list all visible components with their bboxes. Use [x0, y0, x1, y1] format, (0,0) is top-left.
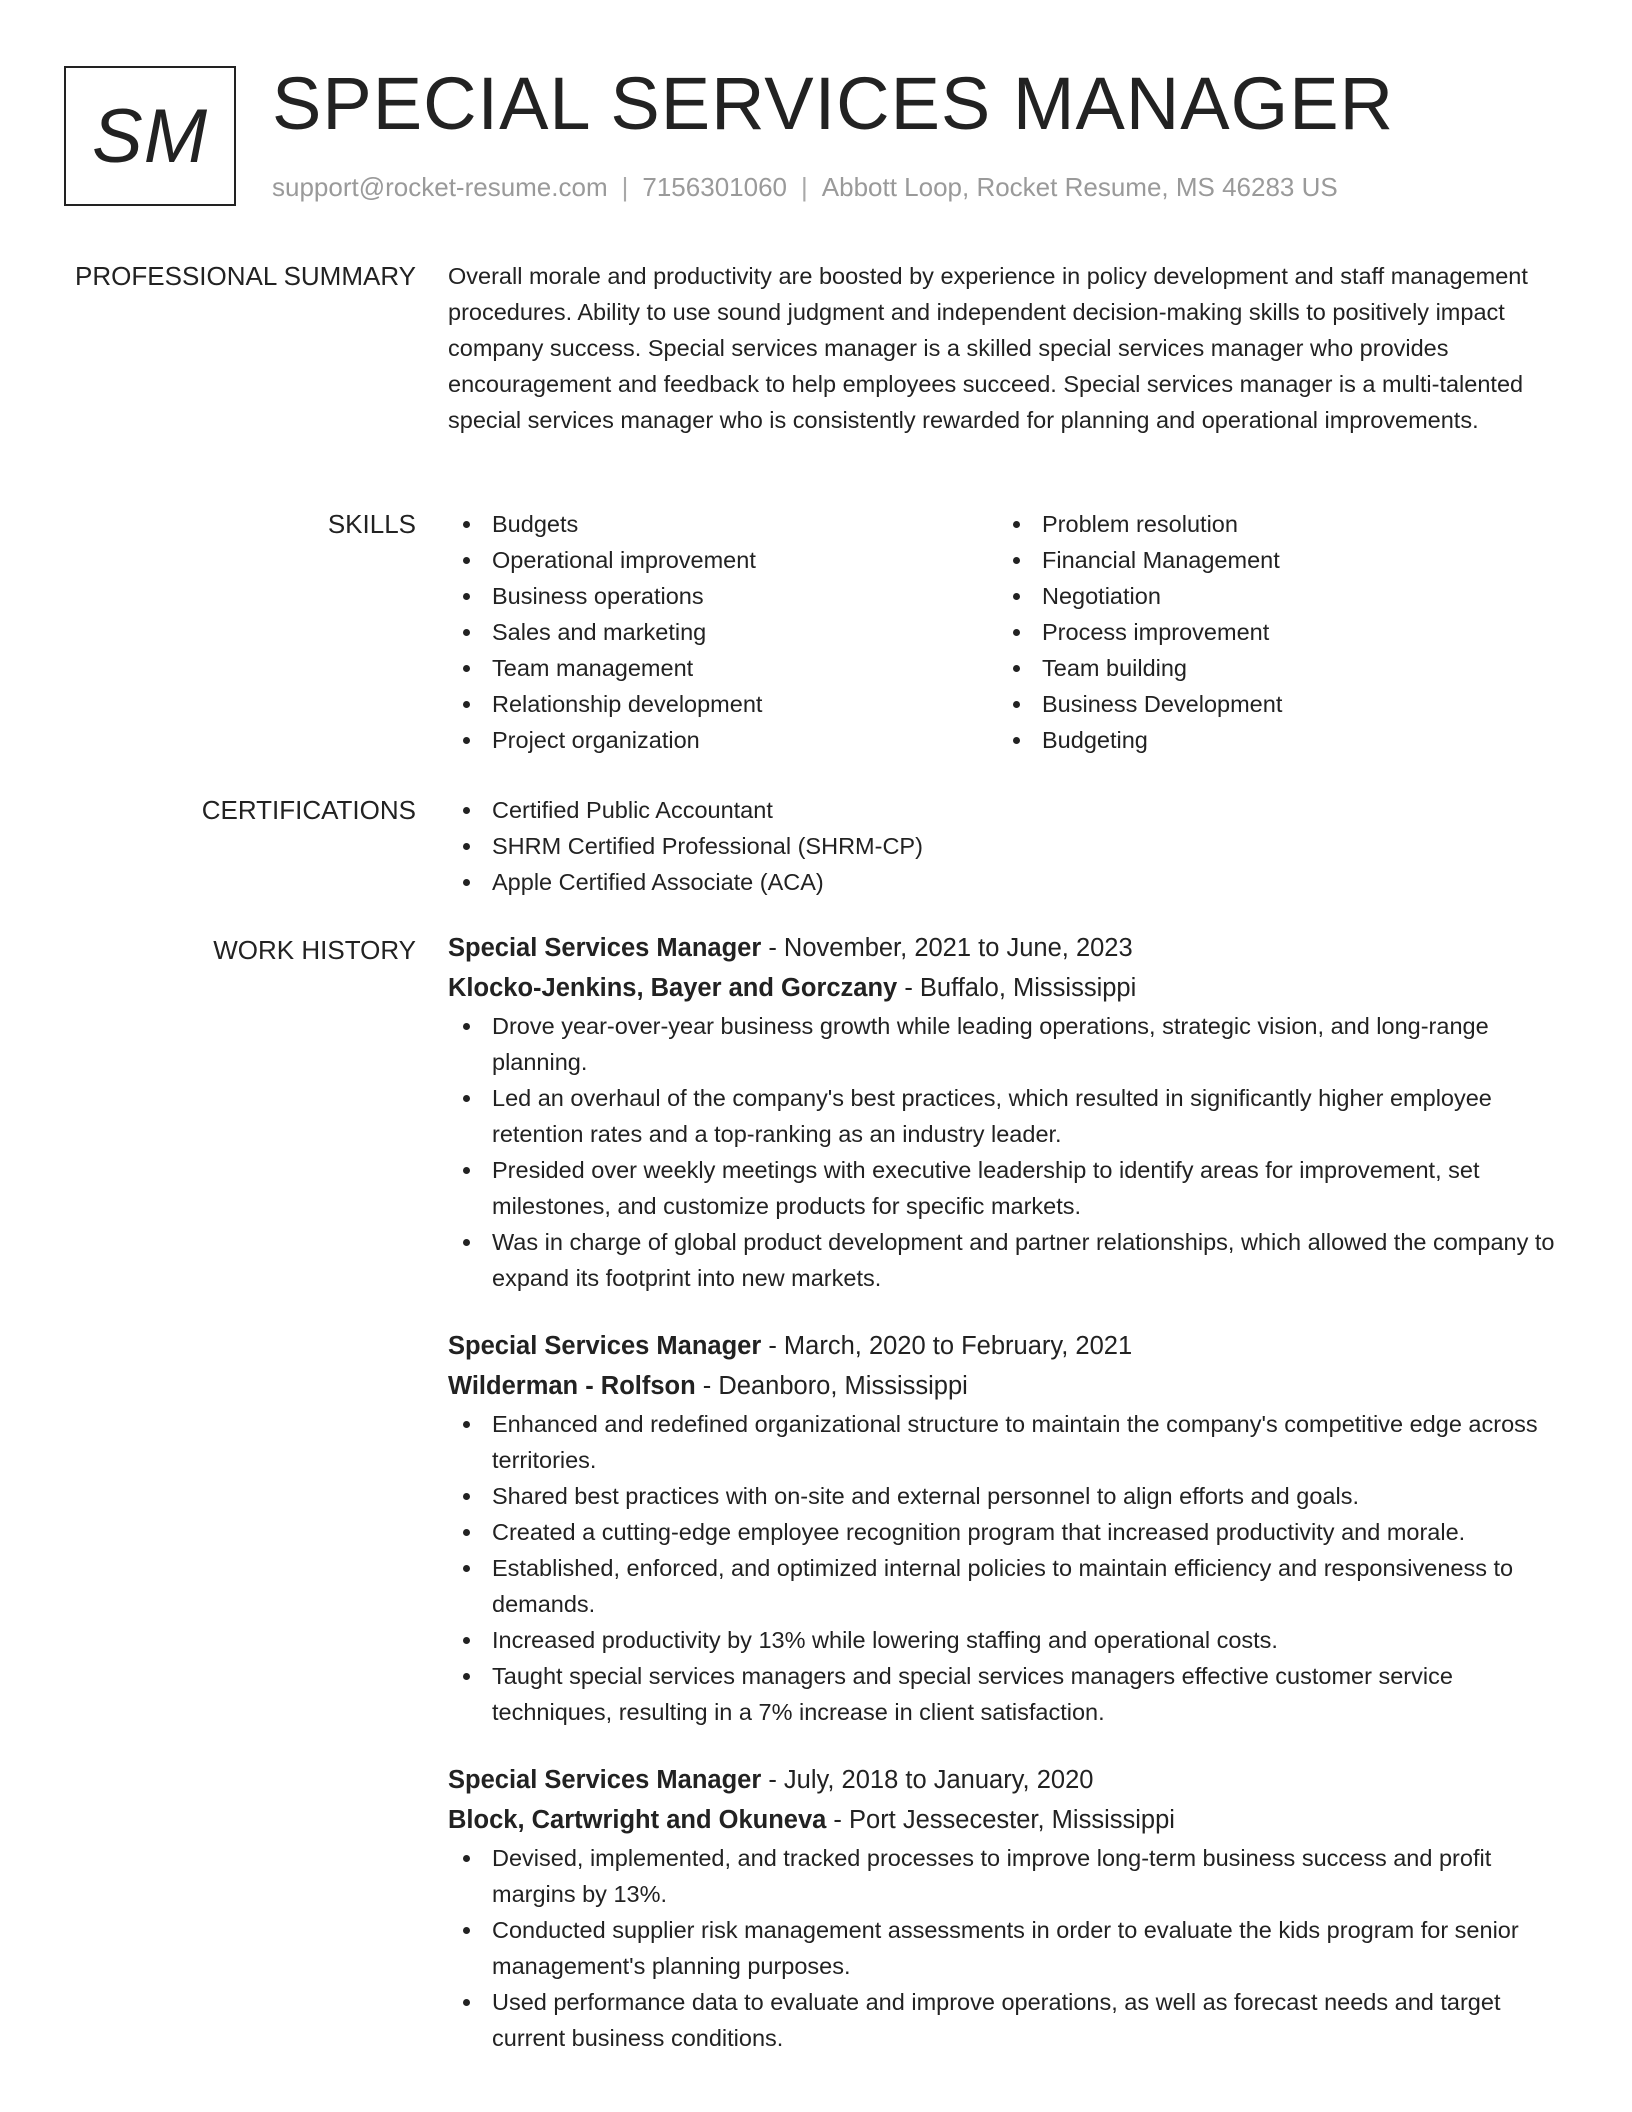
job-bullet: Led an overhaul of the company's best practices, which resulted in significantly higher employee retention rates and a top-ranking as an industry leader.	[448, 1080, 1560, 1152]
job-company: Wilderman - Rolfson	[448, 1372, 696, 1400]
section-label-skills: SKILLS	[327, 509, 416, 539]
job-title: Special Services Manager	[448, 1332, 762, 1360]
contact-separator: |	[621, 172, 629, 202]
section-label-certifications: CERTIFICATIONS	[201, 795, 416, 825]
job-bullet: Drove year-over-year business growth while leading operations, strategic vision, and long-range planning.	[448, 1008, 1560, 1080]
job-title-line	[448, 928, 1560, 968]
job-dates: - July, 2018 to January, 2020	[761, 1766, 1094, 1794]
certification-item: Certified Public Accountant	[448, 792, 1560, 828]
skills-list-right	[998, 506, 1548, 758]
job-bullet: Conducted supplier risk management assessments in order to evaluate the kids program for senior management's planning purposes.	[448, 1912, 1560, 1984]
contact-phone[interactable]: 7156301060	[642, 172, 787, 202]
skills-grid	[448, 506, 1560, 758]
certification-item: SHRM Certified Professional (SHRM-CP)	[448, 828, 1560, 864]
monogram-logo: SM	[64, 66, 236, 206]
skill-item: Team management	[448, 650, 998, 686]
job-bullets	[448, 1840, 1560, 2056]
job-entry	[448, 1326, 1560, 1730]
section-label-work-history: WORK HISTORY	[213, 935, 416, 965]
contact-line	[272, 172, 1338, 203]
skill-item: Financial Management	[998, 542, 1548, 578]
skill-item: Negotiation	[998, 578, 1548, 614]
job-bullet: Shared best practices with on-site and external personnel to align efforts and goals.	[448, 1478, 1560, 1514]
job-bullet: Taught special services managers and special services managers effective customer service techniques, resulting in a 7% increase in client satisfaction.	[448, 1658, 1560, 1730]
job-title: Special Services Manager	[448, 1766, 762, 1794]
job-location: - Port Jessecester, Mississippi	[826, 1806, 1175, 1834]
skill-item: Team building	[998, 650, 1548, 686]
summary-text: Overall morale and productivity are boosted by experience in policy development and staff management procedures. Ability to use sound judgment and independent decision-making skills to positively impact company success. Special services manager is a skilled special services manager who provides encouragement and feedback to help employees succeed. Special services manager is a multi-talented special services manager who is consistently rewarded for planning and operational improvements.	[448, 263, 1528, 433]
job-bullet: Presided over weekly meetings with executive leadership to identify areas for improvement, set milestones, and customize products for specific markets.	[448, 1152, 1560, 1224]
certifications-list	[448, 792, 1560, 900]
job-bullets	[448, 1008, 1560, 1296]
skills-list-left	[448, 506, 998, 758]
resume-header	[64, 62, 1564, 216]
skill-item: Relationship development	[448, 686, 998, 722]
job-company-line	[448, 968, 1560, 1008]
skill-item: Budgets	[448, 506, 998, 542]
skill-item: Process improvement	[998, 614, 1548, 650]
job-title-line	[448, 1326, 1560, 1366]
job-title-line	[448, 1760, 1560, 1800]
skill-item: Business Development	[998, 686, 1548, 722]
job-bullet: Increased productivity by 13% while lowering staffing and operational costs.	[448, 1622, 1560, 1658]
contact-separator: |	[801, 172, 808, 202]
job-dates: - March, 2020 to February, 2021	[761, 1332, 1133, 1360]
work-history-body	[448, 928, 1560, 2086]
job-company: Klocko-Jenkins, Bayer and Gorczany	[448, 974, 898, 1002]
job-bullet: Established, enforced, and optimized internal policies to maintain efficiency and responsiveness to demands.	[448, 1550, 1560, 1622]
job-company-line	[448, 1800, 1560, 1840]
job-dates: - November, 2021 to June, 2023	[761, 934, 1133, 962]
job-title: Special Services Manager	[448, 934, 762, 962]
contact-address: Abbott Loop, Rocket Resume, MS 46283 US	[821, 172, 1338, 202]
skill-item: Project organization	[448, 722, 998, 758]
section-label-summary: PROFESSIONAL SUMMARY	[75, 261, 416, 291]
job-company-line	[448, 1366, 1560, 1406]
skill-item: Business operations	[448, 578, 998, 614]
skill-item: Budgeting	[998, 722, 1548, 758]
contact-email[interactable]: support@rocket-resume.com	[272, 172, 608, 202]
skill-item: Operational improvement	[448, 542, 998, 578]
job-bullets	[448, 1406, 1560, 1730]
job-location: - Buffalo, Mississippi	[897, 974, 1137, 1002]
job-entry	[448, 928, 1560, 1296]
job-bullet: Used performance data to evaluate and improve operations, as well as forecast needs and target current business conditions.	[448, 1984, 1560, 2056]
page-title: SPECIAL SERVICES MANAGER	[272, 62, 1395, 145]
job-bullet: Enhanced and redefined organizational structure to maintain the company's competitive edge across territories.	[448, 1406, 1560, 1478]
skill-item: Problem resolution	[998, 506, 1548, 542]
certification-item: Apple Certified Associate (ACA)	[448, 864, 1560, 900]
job-location: - Deanboro, Mississippi	[695, 1372, 968, 1400]
job-bullet: Created a cutting-edge employee recognition program that increased productivity and morale.	[448, 1514, 1560, 1550]
job-entry	[448, 1760, 1560, 2056]
skill-item: Sales and marketing	[448, 614, 998, 650]
certifications-body	[448, 792, 1560, 900]
job-bullet: Was in charge of global product development and partner relationships, which allowed the company to expand its footprint into new markets.	[448, 1224, 1560, 1296]
job-bullet: Devised, implemented, and tracked processes to improve long-term business success and profit margins by 13%.	[448, 1840, 1560, 1912]
job-company: Block, Cartwright and Okuneva	[448, 1806, 827, 1834]
